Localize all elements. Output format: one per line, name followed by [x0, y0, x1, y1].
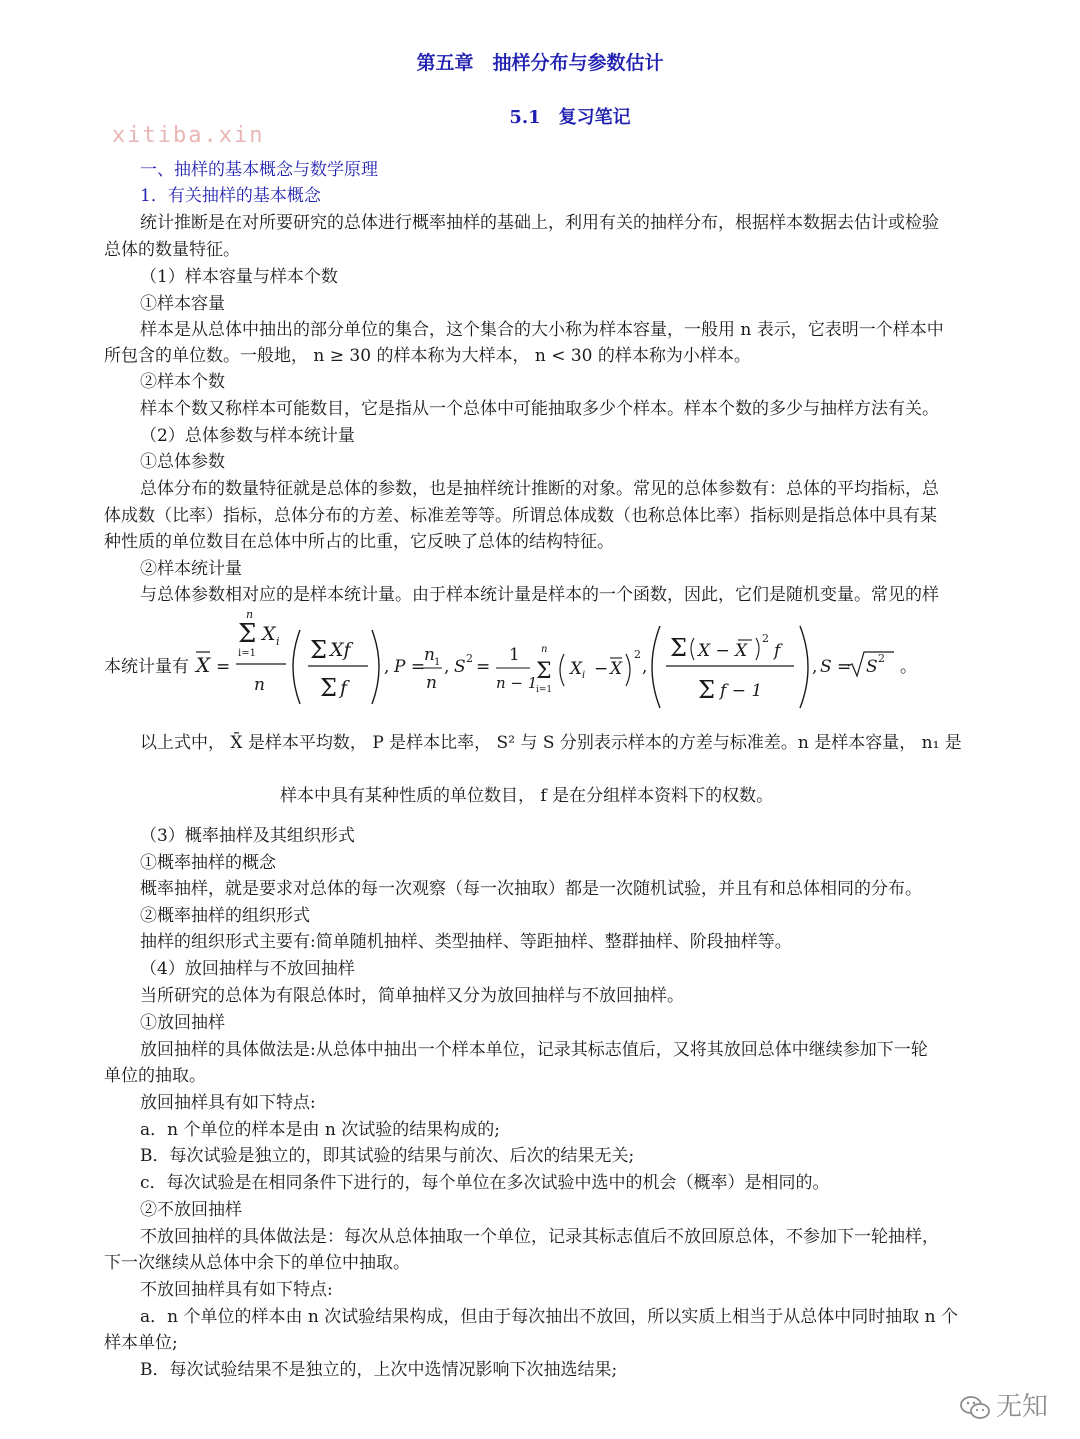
list-item: c．每次试验是在相同条件下进行的，每个单位在多次试验中选中的机会（概率）是相同的。 [140, 1173, 830, 1193]
heading-1-1: 1．有关抽样的基本概念 [140, 186, 321, 206]
svg-text:,: , [384, 657, 390, 677]
svg-text:n: n [254, 675, 265, 695]
paragraph-line: 总体的数量特征。 [104, 240, 240, 260]
svg-text:P =: P = [394, 657, 426, 677]
paragraph-line: 样本是从总体中抽出的部分单位的集合，这个集合的大小称为样本容量，一般用 n 表示，它表明一个样本中 [140, 320, 944, 340]
subheading: （4）放回抽样与不放回抽样 [140, 959, 355, 979]
svg-text:S: S [866, 657, 878, 677]
svg-text:Σ: Σ [536, 659, 552, 684]
paragraph-line: 概率抽样，就是要求对总体的每一次观察（每一次抽取）都是一次随机试验，并且有和总体相同的分布。 [140, 879, 922, 899]
svg-text:,: , [642, 657, 648, 677]
svg-text:f: f [340, 677, 348, 699]
paragraph-line: 所包含的单位数。一般地， n ≥ 30 的样本称为大样本， n < 30 的样本称为小样本。 [104, 346, 751, 366]
paragraph-line: 下一次继续从总体中余下的单位中抽取。 [104, 1253, 410, 1273]
svg-text:Σ: Σ [320, 674, 337, 702]
svg-text:Σ: Σ [310, 636, 327, 664]
svg-text:f − 1: f − 1 [720, 681, 763, 701]
subheading: ①概率抽样的概念 [140, 853, 276, 873]
subheading: ②概率抽样的组织形式 [140, 906, 310, 926]
wechat-badge [960, 1386, 1048, 1423]
subheading: （1）样本容量与样本个数 [140, 267, 338, 287]
svg-text:i=1: i=1 [238, 648, 256, 659]
paragraph-line: 不放回抽样具有如下特点: [140, 1280, 333, 1300]
svg-text:=: = [476, 657, 491, 677]
list-item: B．每次试验是独立的，即其试验的结果与前次、后次的结果无关; [140, 1146, 635, 1166]
subheading: ②不放回抽样 [140, 1200, 242, 1220]
svg-text:2: 2 [878, 652, 885, 665]
svg-text:Xf: Xf [330, 639, 351, 661]
list-item: a．n 个单位的样本是由 n 次试验的结果构成的; [140, 1120, 500, 1140]
list-item: B．每次试验结果不是独立的，上次中选情况影响下次抽选结果; [140, 1360, 618, 1380]
subheading: （2）总体参数与样本统计量 [140, 426, 355, 446]
svg-text:n: n [541, 644, 548, 655]
svg-text:n: n [426, 673, 437, 693]
svg-text:,: , [444, 657, 450, 677]
subheading: （3）概率抽样及其组织形式 [140, 826, 355, 846]
paragraph-line: 样本个数又称样本可能数目，它是指从一个总体中可能抽取多少个样本。样本个数的多少与抽样方法有关。 [140, 399, 939, 419]
svg-text:i: i [276, 635, 280, 648]
paragraph-line: 单位的抽取。 [104, 1066, 206, 1086]
wechat-label: 无知 [996, 1392, 1049, 1422]
paragraph-line: 放回抽样具有如下特点: [140, 1093, 316, 1113]
svg-text:−: − [594, 659, 609, 679]
subheading: ②样本统计量 [140, 559, 242, 579]
formula-lead: 本统计量有 [104, 657, 189, 677]
svg-text:X: X [262, 623, 276, 645]
paragraph-line: 体成数（比率）指标，总体分布的方差、标准差等等。所谓总体成数（也称总体比率）指标则是指总体中具有某 [104, 506, 937, 526]
wechat-icon [960, 1395, 990, 1421]
paragraph-line: 放回抽样的具体做法是:从总体中抽出一个样本单位，记录其标志值后，又将其放回总体中继续参加下一轮 [140, 1040, 928, 1060]
svg-text:i=1: i=1 [536, 685, 553, 695]
svg-text:n − 1: n − 1 [496, 674, 538, 692]
paragraph-line: 与总体参数相对应的是样本统计量。由于样本统计量是样本的一个函数，因此，它们是随机变量。常见的样 [140, 585, 939, 605]
paragraph-line: 统计推断是在对所要研究的总体进行概率抽样的基础上，利用有关的抽样分布，根据样本数据去估计或检验 [140, 213, 939, 233]
svg-text:n: n [246, 608, 254, 621]
formula-xbar: X [196, 653, 211, 677]
subheading: ①样本容量 [140, 294, 225, 314]
svg-text:2: 2 [634, 648, 641, 661]
svg-text:X: X [570, 659, 583, 679]
paragraph-line: 总体分布的数量特征就是总体的参数，也是抽样统计推断的对象。常见的总体参数有：总体的平均指标，总 [140, 479, 939, 499]
paragraph-line: 不放回抽样的具体做法是：每次从总体抽取一个单位，记录其标志值后不放回原总体，不参加下一轮抽样， [140, 1227, 939, 1247]
svg-text:i: i [582, 670, 586, 681]
svg-text:2: 2 [466, 652, 473, 665]
svg-text:S: S [454, 657, 466, 677]
svg-text:2: 2 [762, 632, 769, 645]
subheading: ①总体参数 [140, 452, 225, 472]
subheading: ①放回抽样 [140, 1013, 225, 1033]
subheading: ②样本个数 [140, 372, 225, 392]
list-item: a．n 个单位的样本由 n 次试验结果构成，但由于每次抽出不放回，所以实质上相当于从总体中同时抽取 n 个 [140, 1307, 958, 1327]
paragraph-line: 样本中具有某种性质的单位数目， f 是在分组样本资料下的权数。 [280, 786, 774, 806]
watermark: xitiba.xin [112, 123, 265, 148]
svg-text:1: 1 [509, 645, 520, 665]
paragraph-line: 样本单位; [104, 1333, 178, 1353]
svg-text:X − X: X − X [698, 641, 748, 661]
svg-text:n: n [424, 645, 435, 665]
statistics-formula [104, 608, 984, 712]
paragraph-line: 抽样的组织形式主要有:简单随机抽样、类型抽样、等距抽样、整群抽样、阶段抽样等。 [140, 932, 792, 952]
formula-sum: Σ [238, 619, 257, 649]
paragraph-line: 当所研究的总体为有限总体时，简单抽样又分为放回抽样与不放回抽样。 [140, 986, 684, 1006]
svg-text:,: , [812, 657, 818, 677]
chapter-title: 第五章 抽样分布与参数估计 [416, 52, 664, 74]
svg-text:f: f [774, 641, 781, 661]
svg-text:1: 1 [434, 657, 441, 668]
svg-text:=: = [216, 657, 231, 677]
heading-1: 一、抽样的基本概念与数学原理 [140, 160, 378, 180]
svg-text:X: X [610, 659, 623, 679]
svg-text:。: 。 [900, 657, 917, 677]
svg-text:Σ: Σ [670, 634, 687, 662]
paragraph-line: 种性质的单位数目在总体中所占的比重，它反映了总体的结构特征。 [104, 532, 614, 552]
paragraph-line: 以上式中， X̄ 是样本平均数， P 是样本比率， S² 与 S 分别表示样本的方差与标准差。n 是样本容量， n₁ 是 [140, 733, 962, 753]
svg-text:Σ: Σ [698, 676, 715, 704]
svg-text:S =: S = [820, 657, 852, 677]
section-title: 5.1 复习笔记 [509, 107, 631, 128]
